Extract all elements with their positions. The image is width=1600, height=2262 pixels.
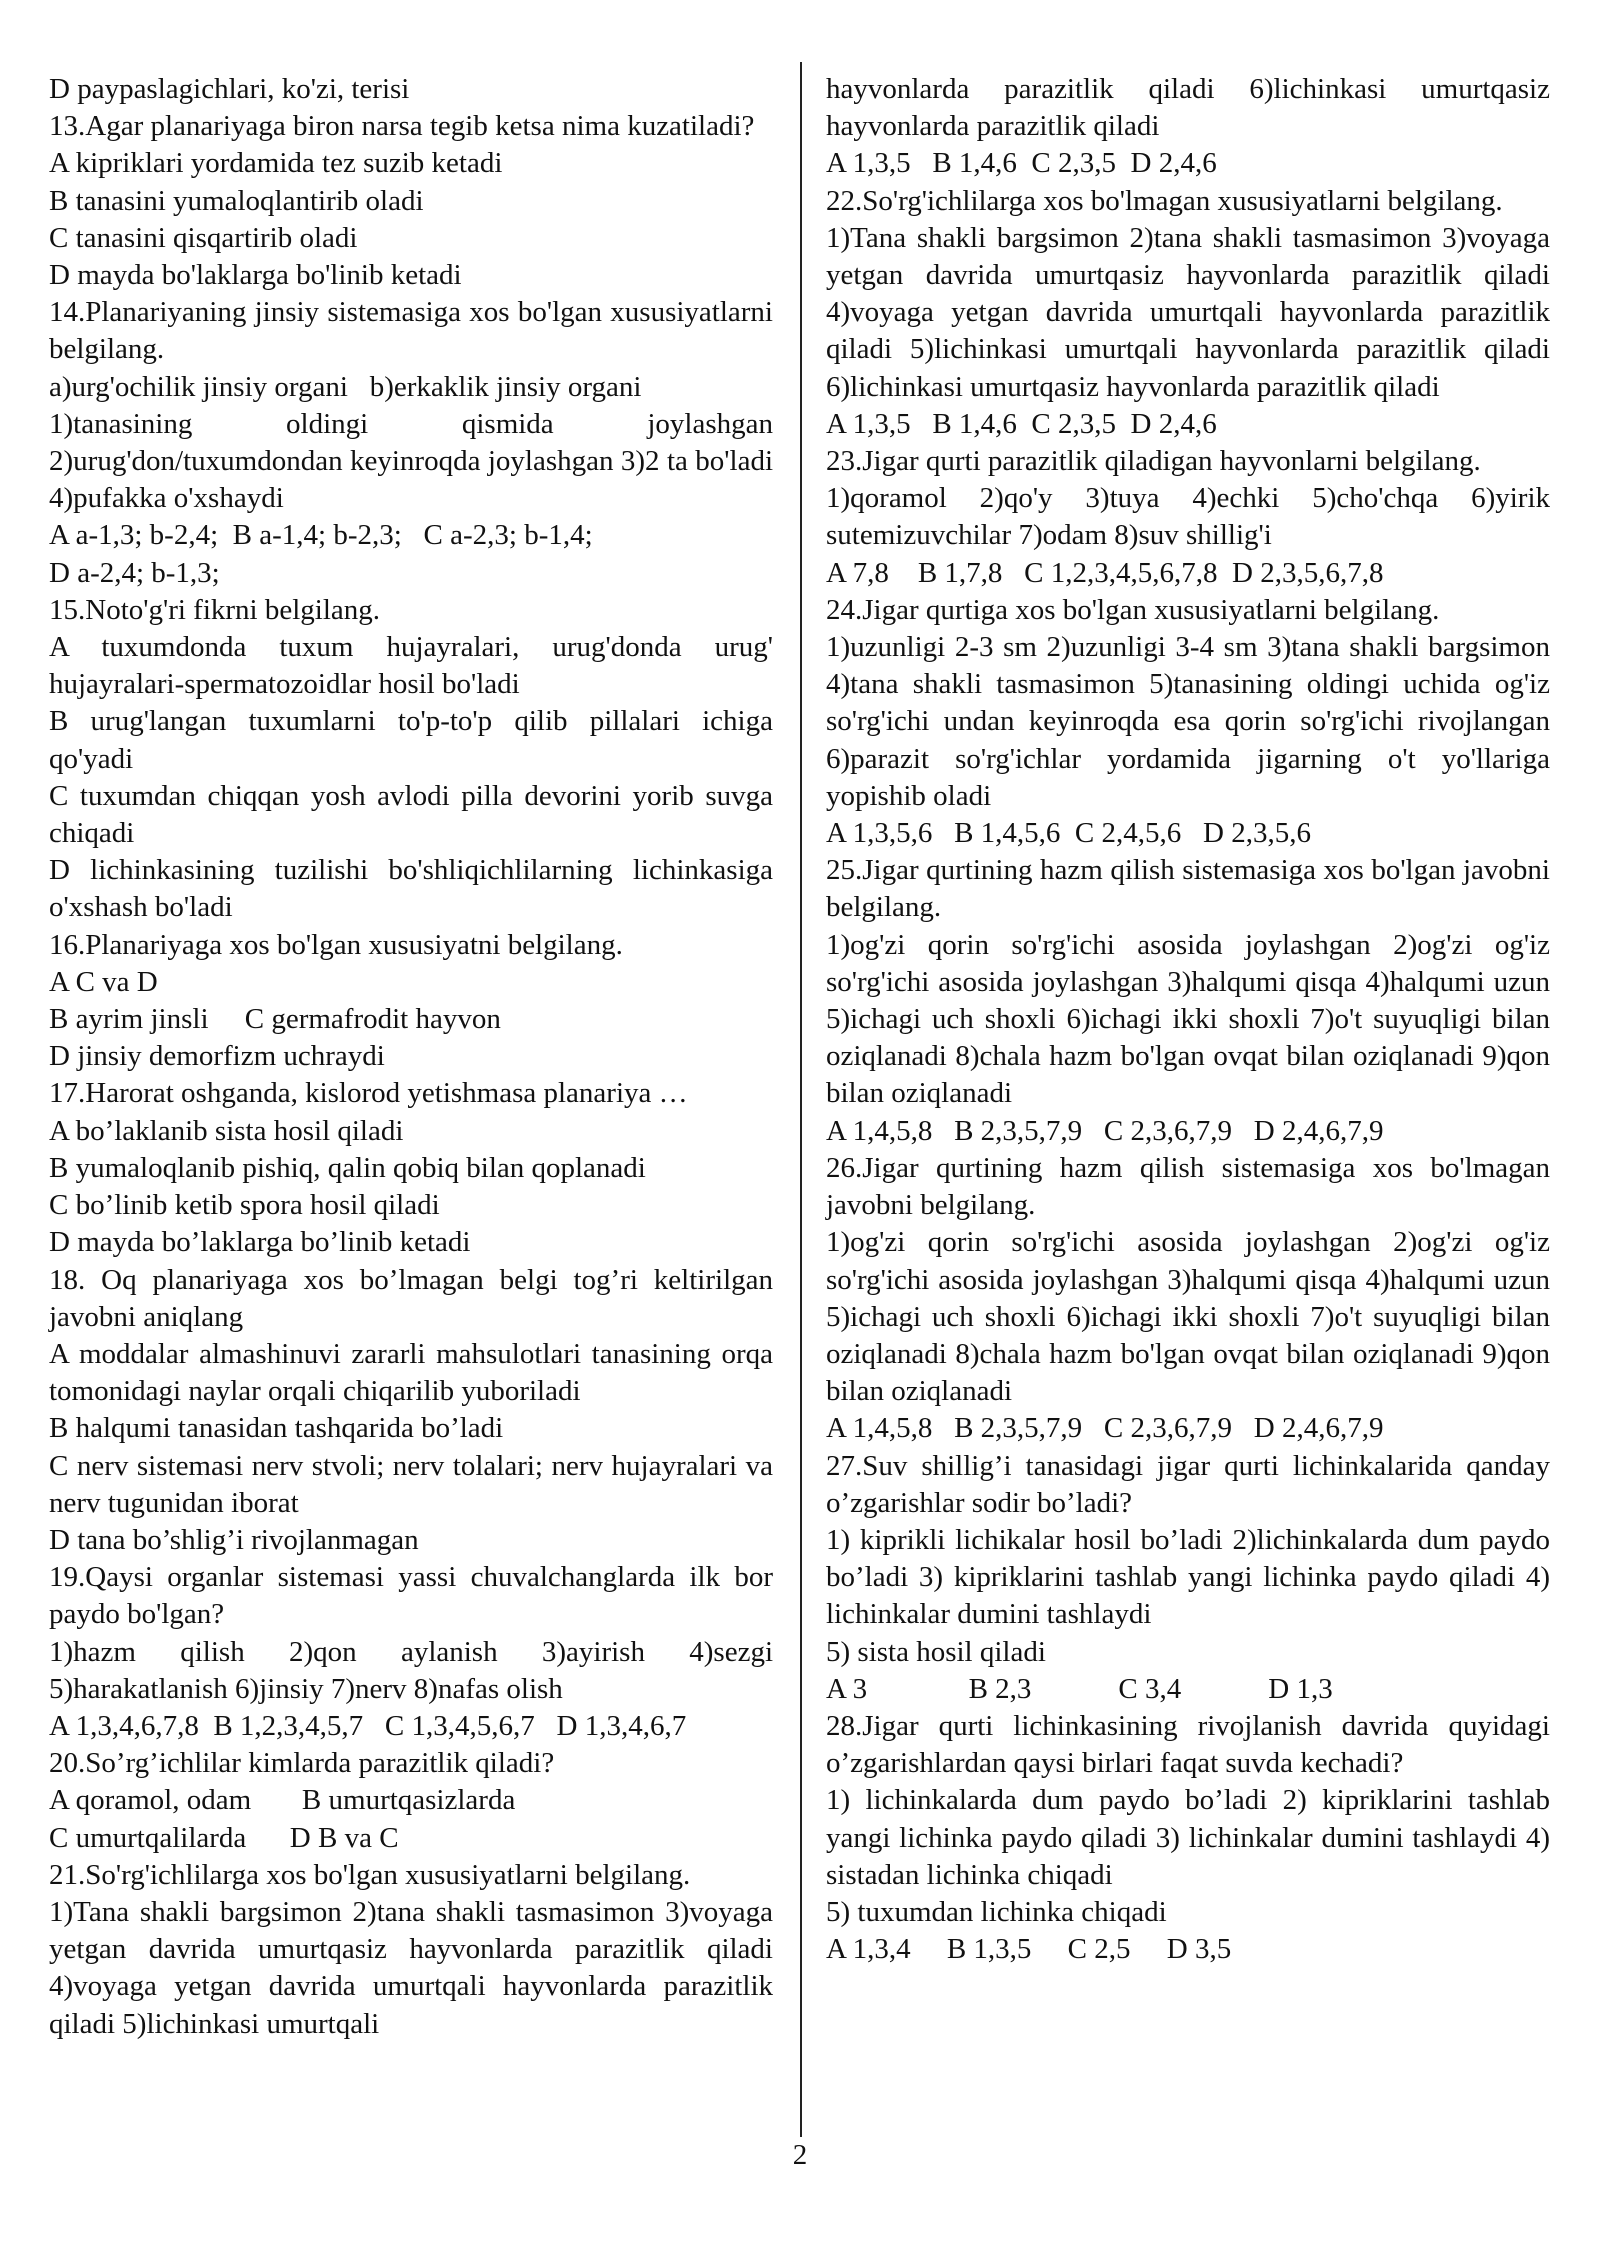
text-line: A 1,3,5,6 B 1,4,5,6 C 2,4,5,6 D 2,3,5,6: [826, 817, 1311, 850]
text-line: D a-2,4; b-1,3;: [49, 556, 220, 589]
text-line: 1)og'zi qorin so'rg'ichi asosida joylashgan 2)og'zi og'iz so'rg'ichi asosida joylashgan 3)halqumi qisqa 4)halqumi uzun 5)ichagi uch shoxli 6)ichagi ikki shoxli 7)o't suyuqligi bilan oziqlanadi 8)chala hazm bo'lgan ovqat bilan oziqlanadi 9)qon bilan oziqlanadi: [826, 1226, 1550, 1408]
text-line: B halqumi tanasidan tashqarida bo’ladi: [49, 1412, 504, 1445]
text-line: D lichinkasining tuzilishi bo'shliqichlilarning lichinkasiga o'xshash bo'ladi: [49, 854, 773, 924]
text-line: 25.Jigar qurtining hazm qilish sistemasiga xos bo'lgan javobni belgilang.: [826, 854, 1550, 924]
page-number: 2: [792, 2139, 808, 2171]
text-line: 5) tuxumdan lichinka chiqadi: [826, 1895, 1167, 1928]
text-line: B urug'langan tuxumlarni to'p-to'p qilib pillalari ichiga qo'yadi: [49, 705, 773, 775]
text-line: 1)og'zi qorin so'rg'ichi asosida joylashgan 2)og'zi og'iz so'rg'ichi asosida joylashgan 3)halqumi qisqa 4)halqumi uzun 5)ichagi uch shoxli 6)ichagi ikki shoxli 7)o't suyuqligi bilan oziqlanadi 8)chala hazm bo'lgan ovqat bilan oziqlanadi 9)qon bilan oziqlanadi: [826, 928, 1550, 1110]
text-line: C tuxumdan chiqqan yosh avlodi pilla devorini yorib suvga chiqadi: [49, 779, 773, 850]
text-line: A a-1,3; b-2,4; B a-1,4; b-2,3; C a-2,3; b-1,4;: [49, 519, 593, 552]
text-line: 14.Planariyaning jinsiy sistemasiga xos bo'lgan xususiyatlarni belgilang.: [49, 296, 773, 366]
text-line: 21.So'rg'ichlilarga xos bo'lgan xususiyatlarni belgilang.: [49, 1858, 691, 1891]
text-line: A 7,8 B 1,7,8 C 1,2,3,4,5,6,7,8 D 2,3,5,6,7,8: [826, 556, 1384, 589]
text-line: C umurtqalilarda D B va C: [49, 1821, 399, 1854]
text-line: D tana bo’shlig’i rivojlanmagan: [49, 1523, 419, 1556]
text-line: 22.So'rg'ichlilarga xos bo'lmagan xususiyatlarni belgilang.: [826, 184, 1503, 217]
right-column: [826, 71, 1550, 1968]
text-line: A 1,4,5,8 B 2,3,5,7,9 C 2,3,6,7,9 D 2,4,6,7,9: [826, 1114, 1384, 1147]
text-line: 15.Noto'g'ri fikrni belgilang.: [49, 593, 381, 626]
text-line: 1)Tana shakli bargsimon 2)tana shakli tasmasimon 3)voyaga yetgan davrida umurtqasiz hayvonlarda parazitlik qiladi 4)voyaga yetgan davrida umurtqali hayvonlarda parazitlik qiladi 5)lichinkasi umurtqali hayvonlarda parazitlik qiladi 6)lichinkasi umurtqasiz hayvonlarda parazitlik qiladi: [826, 221, 1550, 403]
text-line: A 1,3,5 B 1,4,6 C 2,3,5 D 2,4,6: [826, 407, 1217, 440]
text-line: 1)Tana shakli bargsimon 2)tana shakli tasmasimon 3)voyaga yetgan davrida umurtqasiz hayvonlarda parazitlik qiladi 4)voyaga yetgan davrida umurtqali hayvonlarda parazitlik qiladi 5)lichinkasi umurtqali: [49, 1895, 773, 2040]
text-line: 1)qoramol 2)qo'y 3)tuya 4)echki 5)cho'chqa 6)yirik sutemizuvchilar 7)odam 8)suv shillig'i: [826, 482, 1550, 552]
text-line: D jinsiy demorfizm uchraydi: [49, 1040, 385, 1073]
text-line: A 1,4,5,8 B 2,3,5,7,9 C 2,3,6,7,9 D 2,4,6,7,9: [826, 1412, 1384, 1445]
text-line: C nerv sistemasi nerv stvoli; nerv tolalari; nerv hujayralari va nerv tugunidan iborat: [49, 1449, 773, 1519]
text-line: A moddalar almashinuvi zararli mahsulotlari tanasining orqa tomonidagi naylar orqali chiqarilib yuboriladi: [49, 1337, 773, 1408]
text-line: A C va D: [49, 965, 158, 998]
text-line: B yumaloqlanib pishiq, qalin qobiq bilan qoplanadi: [49, 1151, 646, 1184]
text-line: A 1,3,5 B 1,4,6 C 2,3,5 D 2,4,6: [826, 147, 1217, 180]
text-line: a)urg'ochilik jinsiy organi b)erkaklik jinsiy organi: [49, 370, 642, 403]
text-line: A kipriklari yordamida tez suzib ketadi: [49, 147, 503, 180]
text-line: A 1,3,4,6,7,8 B 1,2,3,4,5,7 C 1,3,4,5,6,7 D 1,3,4,6,7: [49, 1709, 687, 1742]
column-divider: [800, 62, 802, 2137]
text-line: A 3 B 2,3 C 3,4 D 1,3: [826, 1672, 1333, 1705]
text-line: B tanasini yumaloqlantirib oladi: [49, 184, 424, 217]
text-line: 19.Qaysi organlar sistemasi yassi chuvalchanglarda ilk bor paydo bo'lgan?: [49, 1561, 773, 1631]
text-line: 16.Planariyaga xos bo'lgan xususiyatni belgilang.: [49, 928, 623, 961]
text-line: D mayda bo’laklarga bo’linib ketadi: [49, 1226, 471, 1259]
text-line: C bo’linib ketib spora hosil qiladi: [49, 1189, 440, 1222]
text-line: 20.So’rg’ichlilar kimlarda parazitlik qiladi?: [49, 1747, 555, 1780]
text-line: 13.Agar planariyaga biron narsa tegib ketsa nima kuzatiladi?: [49, 110, 755, 143]
text-line: 24.Jigar qurtiga xos bo'lgan xususiyatlarni belgilang.: [826, 593, 1440, 626]
text-line: hayvonlarda parazitlik qiladi 6)lichinkasi umurtqasiz hayvonlarda parazitlik qiladi: [826, 73, 1550, 143]
text-line: D mayda bo'laklarga bo'linib ketadi: [49, 259, 462, 292]
text-line: 1)tanasining oldingi qismida joylashgan 2)urug'don/tuxumdondan keyinroqda joylashgan 3)2 ta bo'ladi 4)pufakka o'xshaydi: [49, 407, 773, 515]
text-line: 28.Jigar qurti lichinkasining rivojlanish davrida quyidagi o’zgarishlardan qaysi birlari faqat suvda kechadi?: [826, 1709, 1550, 1780]
text-line: 18. Oq planariyaga xos bo’lmagan belgi tog’ri keltirilgan javobni aniqlang: [49, 1263, 773, 1333]
text-line: 17.Harorat oshganda, kislorod yetishmasa planariya …: [49, 1077, 688, 1110]
text-line: 1)hazm qilish 2)qon aylanish 3)ayirish 4)sezgi 5)harakatlanish 6)jinsiy 7)nerv 8)nafas olish: [49, 1635, 773, 1705]
text-line: D paypaslagichlari, ko'zi, terisi: [49, 73, 410, 105]
text-line: 1) kiprikli lichikalar hosil bo’ladi 2)lichinkalarda dum paydo bo’ladi 3) kipriklarini tashlab yangi lichinka paydo qiladi 4) lichinkalar dumini tashlaydi: [826, 1523, 1550, 1631]
text-line: 1) lichinkalarda dum paydo bo’ladi 2) kipriklarini tashlab yangi lichinka paydo qiladi 3) lichinkalar dumini tashlaydi 4) sistadan lichinka chiqadi: [826, 1784, 1550, 1891]
text-line: A tuxumdonda tuxum hujayralari, urug'donda urug' hujayralari-spermatozoidlar hosil bo'ladi: [49, 631, 773, 701]
text-line: C tanasini qisqartirib oladi: [49, 221, 358, 254]
text-line: A qoramol, odam B umurtqasizlarda: [49, 1784, 516, 1817]
text-line: 1)uzunligi 2-3 sm 2)uzunligi 3-4 sm 3)tana shakli bargsimon 4)tana shakli tasmasimon 5)tanasining oldingi uchida og'iz so'rg'ichi undan keyinroqda esa qorin so'rg'ichi rivojlangan 6)parazit so'rg'ichlar yordamida jigarning o't yo'llariga yopishib oladi: [826, 631, 1550, 812]
text-line: A 1,3,4 B 1,3,5 C 2,5 D 3,5: [826, 1933, 1232, 1966]
text-line: 27.Suv shillig’i tanasidagi jigar qurti lichinkalarida qanday o’zgarishlar sodir bo’ladi?: [826, 1449, 1550, 1519]
text-line: B ayrim jinsli C germafrodit hayvon: [49, 1003, 501, 1036]
text-line: A bo’laklanib sista hosil qiladi: [49, 1114, 404, 1147]
text-line: 5) sista hosil qiladi: [826, 1635, 1046, 1668]
text-line: 23.Jigar qurti parazitlik qiladigan hayvonlarni belgilang.: [826, 445, 1481, 478]
left-column: [49, 71, 773, 2043]
text-line: 26.Jigar qurtining hazm qilish sistemasiga xos bo'lmagan javobni belgilang.: [826, 1151, 1550, 1222]
